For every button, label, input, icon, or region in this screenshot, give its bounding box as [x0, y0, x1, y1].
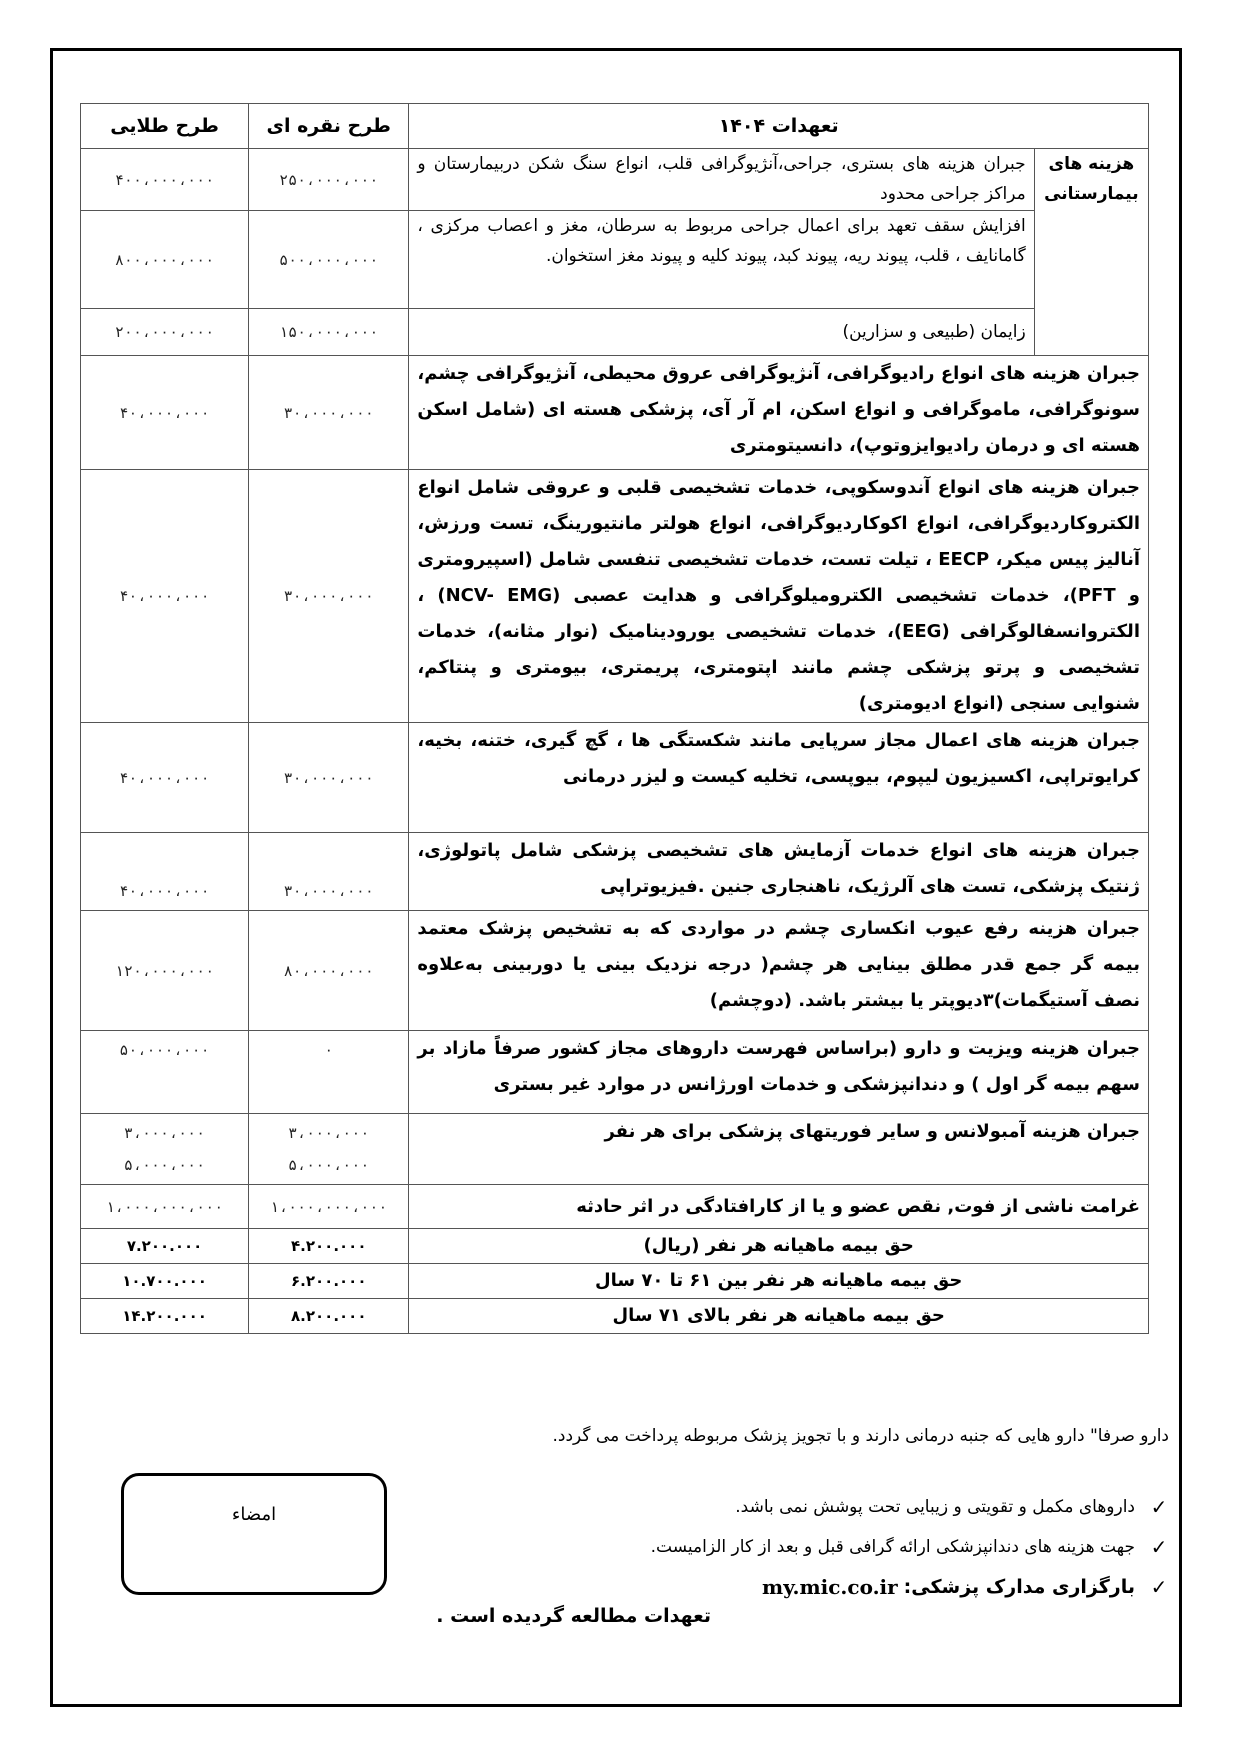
table-row — [81, 149, 1149, 211]
silver-value — [249, 1114, 409, 1185]
row-description: جبران هزینه های انواع خدمات آزمایش های تشخیصی پزشکی شامل پاتولوژی، ژنتیک پزشکی، تست های آلرژیک، ناهنجاری جنین .فیزیوتراپی — [409, 833, 1149, 911]
gold-plan-header: طرح طلایی — [81, 104, 249, 149]
table-row — [81, 470, 1149, 723]
row-description: جبران هزینه آمبولانس و سایر فوریتهای پزشکی برای هر نفر — [409, 1114, 1149, 1185]
table-row — [81, 1031, 1149, 1114]
gold-value: ۱۲۰،۰۰۰،۰۰۰ — [81, 911, 249, 1031]
row-description: غرامت ناشی از فوت, نقص عضو و یا از کارافتادگی در اثر حادثه — [409, 1185, 1149, 1229]
commitments-table — [80, 103, 1149, 1334]
checklist-text: داروهای مکمل و تقویتی و زیبایی تحت پوشش نمی باشد. — [735, 1497, 1135, 1517]
gold-value-line: ۳،۰۰۰،۰۰۰ — [123, 1124, 206, 1142]
gold-value — [81, 1114, 249, 1185]
medication-note: دارو صرفا" دارو هایی که جنبه درمانی دارند و با تجویز پزشک مربوطه پرداخت می گردد. — [552, 1426, 1169, 1446]
upload-link[interactable]: my.mic.co.ir — [762, 1575, 898, 1599]
gold-value: ۱،۰۰۰،۰۰۰،۰۰۰ — [81, 1185, 249, 1229]
gold-premium: ۷.۲۰۰.۰۰۰ — [81, 1229, 249, 1264]
table-row — [81, 356, 1149, 470]
silver-value: ۱،۰۰۰،۰۰۰،۰۰۰ — [249, 1185, 409, 1229]
premium-row — [81, 1264, 1149, 1299]
gold-value: ۴۰،۰۰۰،۰۰۰ — [81, 470, 249, 723]
signature-label: امضاء — [231, 1504, 277, 1525]
gold-value: ۲۰۰،۰۰۰،۰۰۰ — [81, 309, 249, 356]
table-header-row — [81, 104, 1149, 149]
gold-premium: ۱۰.۷۰۰.۰۰۰ — [81, 1264, 249, 1299]
hospital-category: هزینه های بیمارستانی — [1034, 149, 1148, 356]
silver-premium: ۶.۲۰۰.۰۰۰ — [249, 1264, 409, 1299]
checklist-item — [449, 1527, 1169, 1567]
row-description: جبران هزینه های انواع رادیوگرافی، آنژیوگرافی عروق محیطی، آنژیوگرافی چشم، سونوگرافی، ماموگرافی و انواع اسکن، ام آر آی، پزشکی هسته ای (شامل اسکن هسته ای و درمان رادیوایزوتوپ)، دانسیتومتری — [409, 356, 1149, 470]
gold-value: ۸۰۰،۰۰۰،۰۰۰ — [81, 211, 249, 309]
gold-value: ۵۰،۰۰۰،۰۰۰ — [81, 1031, 249, 1114]
silver-value: ۱۵۰،۰۰۰،۰۰۰ — [249, 309, 409, 356]
signature-box — [121, 1473, 387, 1595]
table-row — [81, 723, 1149, 833]
premium-label: حق بیمه ماهیانه هر نفر (ریال) — [409, 1229, 1149, 1264]
silver-value: ۸۰،۰۰۰،۰۰۰ — [249, 911, 409, 1031]
table-row — [81, 911, 1149, 1031]
checklist-text: جهت هزینه های دندانپزشکی ارائه گرافی قبل و بعد از کار الزامیست. — [650, 1537, 1135, 1557]
silver-value: ۰ — [249, 1031, 409, 1114]
check-icon: ✓ — [1150, 1535, 1168, 1559]
row-description: زایمان (طبیعی و سزارین) — [409, 309, 1034, 356]
table-title: تعهدات ۱۴۰۴ — [409, 104, 1149, 149]
gold-value: ۴۰،۰۰۰،۰۰۰ — [81, 723, 249, 833]
row-description: جبران هزینه های بستری، جراحی،آنژیوگرافی قلب، انواع سنگ شکن دربیمارستان و مراکز جراحی محدود — [409, 149, 1034, 211]
row-description: جبران هزینه رفع عیوب انکساری چشم در مواردی که به تشخیص پزشک معتمد بیمه گر جمع قدر مطلق بینایی هر چشم( درجه نزدیک بینی یا دوربینی به‌علاوه نصف آستیگمات)۳دیوپتر یا بیشتر باشد. (دوچشم) — [409, 911, 1149, 1031]
checklist-item — [449, 1487, 1169, 1527]
silver-value: ۳۰،۰۰۰،۰۰۰ — [249, 470, 409, 723]
silver-value: ۳۰،۰۰۰،۰۰۰ — [249, 723, 409, 833]
silver-premium: ۸.۲۰۰.۰۰۰ — [249, 1299, 409, 1334]
gold-value-line: ۵،۰۰۰،۰۰۰ — [123, 1156, 206, 1174]
premium-label: حق بیمه ماهیانه هر نفر بین ۶۱ تا ۷۰ سال — [409, 1264, 1149, 1299]
row-description: جبران هزینه های انواع آندوسکوپی، خدمات تشخیصی قلبی و عروقی شامل انواع الکتروکاردیوگرافی، انواع اکوکاردیوگرافی، انواع هولتر مانتیورینگ، تست ورزش، آنالیز پیس میکر، EECP ، تیلت تست، خدمات تشخیصی تنفسی شامل (اسپیرومتری و PFT)، خدمات تشخیصی الکترومیلوگرافی و هدایت عصبی (NCV- EMG) ، الکتروانسفالوگرافی (EEG)، خدمات تشخیصی یورودینامیک (نوار مثانه)، خدمات تشخیصی و پرتو پزشکی چشم مانند اپتومتری، پریمتری، بیومتری و پنتاکم، شنوایی سنجی (انواع ادیومتری) — [409, 470, 1149, 723]
premium-row — [81, 1299, 1149, 1334]
silver-premium: ۴.۲۰۰.۰۰۰ — [249, 1229, 409, 1264]
gold-value: ۴۰،۰۰۰،۰۰۰ — [81, 356, 249, 470]
gold-value: ۴۰،۰۰۰،۰۰۰ — [81, 833, 249, 911]
upload-label: بارگزاری مدارک پزشکی: — [903, 1576, 1135, 1598]
gold-value: ۴۰۰،۰۰۰،۰۰۰ — [81, 149, 249, 211]
checklist — [449, 1487, 1169, 1607]
row-description: جبران هزینه های اعمال مجاز سرپایی مانند شکستگی ها ، گچ گیری، ختنه، بخیه، کرایوتراپی، اکسیزیون لیپوم، بیوپسی، تخلیه کیست و لیزر درمانی — [409, 723, 1149, 833]
check-icon: ✓ — [1150, 1575, 1168, 1599]
silver-value-line: ۵،۰۰۰،۰۰۰ — [288, 1156, 370, 1174]
check-icon: ✓ — [1150, 1495, 1168, 1519]
table-row — [81, 833, 1149, 911]
row-description: جبران هزینه ویزیت و دارو (براساس فهرست داروهای مجاز کشور صرفاً مازاد بر سهم بیمه گر اول ) و دندانپزشکی و خدمات اورژانس در موارد غیر بستری — [409, 1031, 1149, 1114]
silver-value: ۳۰،۰۰۰،۰۰۰ — [249, 833, 409, 911]
premium-label: حق بیمه ماهیانه هر نفر بالای ۷۱ سال — [409, 1299, 1149, 1334]
table-row — [81, 1114, 1149, 1185]
silver-value: ۳۰،۰۰۰،۰۰۰ — [249, 356, 409, 470]
table-row — [81, 211, 1149, 309]
gold-premium: ۱۴.۲۰۰.۰۰۰ — [81, 1299, 249, 1334]
table-row — [81, 1185, 1149, 1229]
table-row — [81, 309, 1149, 356]
silver-value: ۵۰۰،۰۰۰،۰۰۰ — [249, 211, 409, 309]
read-statement: تعهدات مطالعه گردیده است . — [436, 1605, 711, 1627]
checklist-item — [449, 1567, 1169, 1607]
silver-value: ۲۵۰،۰۰۰،۰۰۰ — [249, 149, 409, 211]
silver-value-line: ۳،۰۰۰،۰۰۰ — [288, 1124, 370, 1142]
silver-plan-header: طرح نقره ای — [249, 104, 409, 149]
row-description: افزایش سقف تعهد برای اعمال جراحی مربوط به سرطان، مغز و اعصاب مرکزی ، گامانایف ، قلب، پیوند ریه، پیوند کبد، پیوند کلیه و پیوند مغز استخوان. — [409, 211, 1034, 309]
premium-row — [81, 1229, 1149, 1264]
